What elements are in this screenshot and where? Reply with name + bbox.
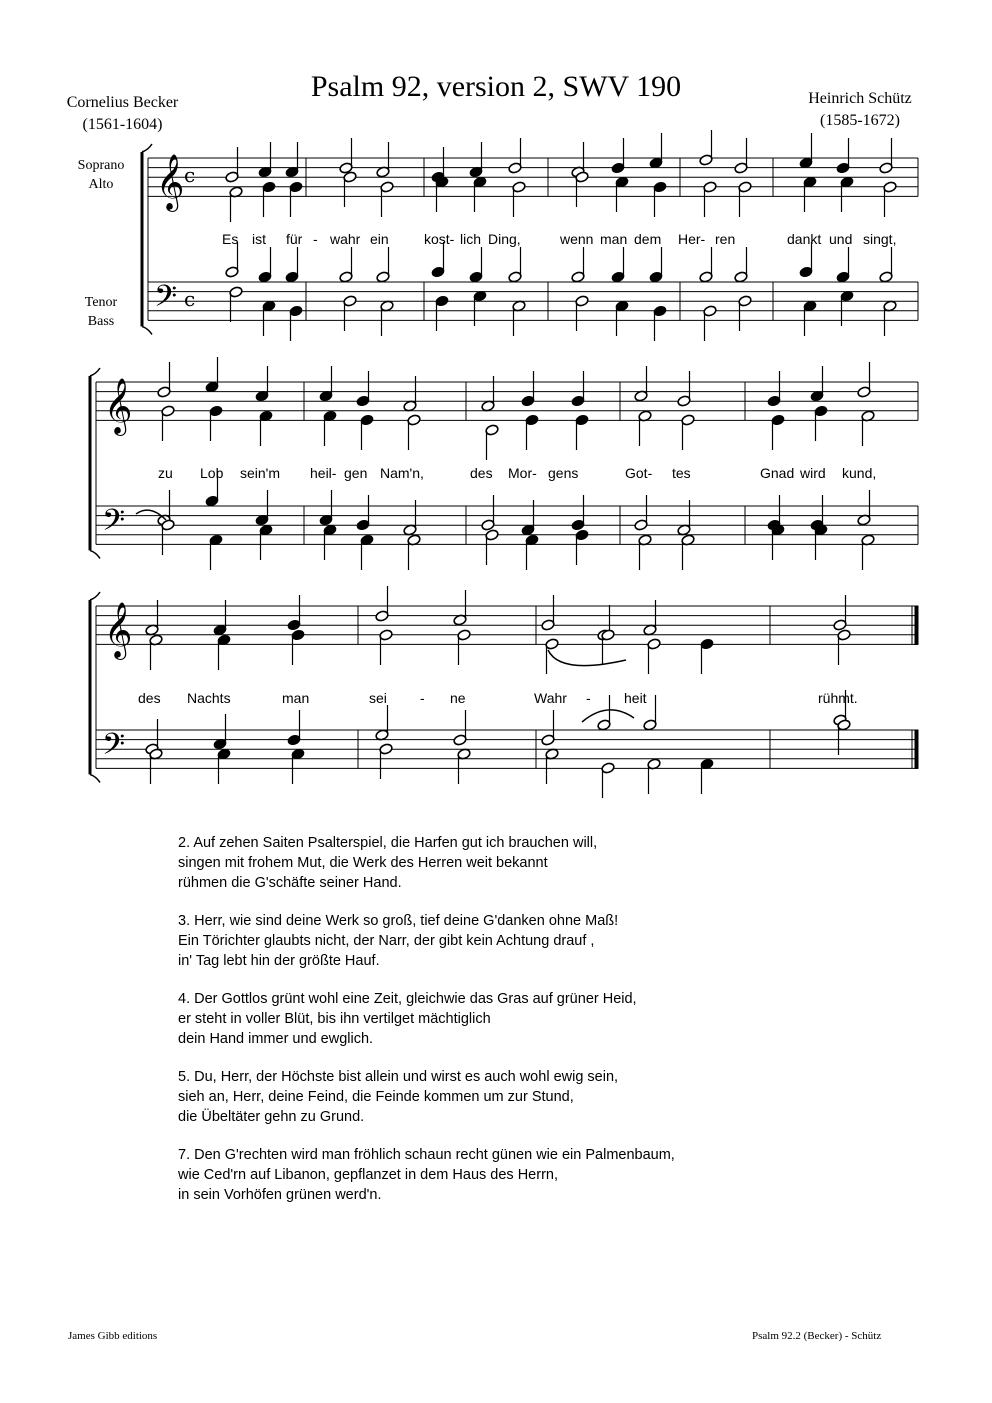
lyric-syllable: kund,	[842, 465, 877, 481]
bracket-hook	[142, 144, 152, 152]
lyric-syllable: ne	[450, 690, 466, 706]
verse-line: er steht in voller Blüt, bis ihn vertilget mächtiglich	[178, 1011, 491, 1027]
part-label-soprano: Soprano	[77, 158, 125, 173]
verse-line: 4. Der Gottlos grünt wohl eine Zeit, gleichwie das Gras auf grüner Heid,	[178, 991, 637, 1007]
lyric-syllable: man	[282, 690, 310, 706]
lyric-syllable: sein'm	[240, 465, 281, 481]
lyric-syllable: ist	[252, 231, 266, 247]
slur-line	[582, 710, 634, 722]
lyric-syllable: des	[470, 465, 493, 481]
final-barline	[915, 606, 918, 644]
lyric-syllable: Got-	[625, 465, 653, 481]
lyric-syllable: wahr	[330, 231, 361, 247]
treble-clef-icon: 𝄞	[156, 154, 185, 210]
verse-2	[178, 833, 898, 893]
verse-line: dein Hand immer und ewglich.	[178, 1031, 374, 1047]
bracket-hook	[90, 550, 100, 558]
lyric-syllable: sei	[369, 690, 387, 706]
verse-line: wie Ced'rn auf Libanon, gepflanzet in dem Haus des Herrn,	[178, 1167, 558, 1183]
verse-line: 5. Du, Herr, der Höchste bist allein und wirst es auch wohl ewig sein,	[178, 1069, 619, 1085]
verse-line: in' Tag lebt hin der größte Hauf.	[178, 953, 380, 969]
part-label-tenor: Tenor	[84, 295, 118, 310]
verse-line: die Übeltäter gehn zu Grund.	[178, 1109, 365, 1125]
lyric-syllable: wenn	[560, 231, 594, 247]
lyric-syllable: heit	[624, 690, 647, 706]
bass-clef-icon: 𝄢	[102, 504, 126, 545]
lyric-syllable: des	[138, 690, 161, 706]
lyric-syllable: Gnad	[760, 465, 795, 481]
bracket-hook	[90, 774, 100, 782]
lyric-syllable: Mor-	[508, 465, 537, 481]
lyric-syllable: zu	[158, 465, 173, 481]
lyric-syllable: gen	[344, 465, 368, 481]
final-barline	[915, 730, 918, 768]
lyric-syllable: ren	[715, 231, 736, 247]
lyric-syllable: Her-	[678, 231, 706, 247]
lyric-syllable: -	[313, 231, 318, 247]
lyric-syllable: dem	[634, 231, 662, 247]
bracket-hook	[90, 368, 100, 376]
verse-4	[178, 989, 898, 1049]
common-time-icon: c	[184, 163, 196, 187]
lyric-syllable: Nam'n,	[380, 465, 424, 481]
lyric-syllable: gens	[548, 465, 579, 481]
lyric-syllable: heil-	[310, 465, 337, 481]
bass-clef-icon: 𝄢	[102, 728, 126, 769]
verse-7	[178, 1145, 898, 1205]
lyric-syllable: kost-	[424, 231, 455, 247]
poet-dates: (1561-1604)	[82, 116, 163, 133]
lyric-syllable: und	[829, 231, 853, 247]
lyric-syllable: dankt	[787, 231, 822, 247]
poet-name: Cornelius Becker	[66, 94, 179, 111]
verse-line: in sein Vorhöfen grünen werd'n.	[178, 1187, 382, 1203]
verse-line: singen mit frohem Mut, die Werk des Herren weit bekannt	[178, 855, 548, 871]
part-label-bass: Bass	[87, 314, 115, 329]
bracket-hook	[142, 326, 152, 334]
lyric-syllable: lich	[460, 231, 482, 247]
verse-line: rühmen die G'schäfte seiner Hand.	[178, 875, 402, 891]
slur-line	[548, 650, 626, 666]
lyric-syllable: ein	[370, 231, 389, 247]
lyric-syllable: singt,	[863, 231, 897, 247]
additional-verses	[178, 833, 898, 1223]
lyric-syllable: -	[586, 690, 591, 706]
lyric-syllable: Wahr	[534, 690, 567, 706]
part-label-alto: Alto	[88, 177, 114, 192]
lyric-syllable: für	[286, 231, 303, 247]
verse-line: 7. Den G'rechten wird man fröhlich schaun recht günen wie ein Palmenbaum,	[178, 1147, 675, 1163]
verse-line: 3. Herr, wie sind deine Werk so groß, tief deine G'danken ohne Maß!	[178, 913, 619, 929]
lyric-syllable: man	[600, 231, 628, 247]
piece-footer: Psalm 92.2 (Becker) - Schütz	[752, 1330, 882, 1342]
lyric-syllable: Ding,	[488, 231, 521, 247]
common-time-icon: c	[184, 287, 196, 311]
lyric-syllable: Lob	[200, 465, 224, 481]
verse-line: Ein Törichter glaubts nicht, der Narr, der gibt kein Achtung drauf ,	[178, 933, 595, 949]
verse-line: 2. Auf zehen Saiten Psalterspiel, die Harfen gut ich brauchen will,	[178, 835, 598, 851]
lyric-syllable: wird	[800, 465, 826, 481]
composer-name: Heinrich Schütz	[808, 90, 912, 107]
bass-clef-icon: 𝄢	[154, 280, 178, 321]
verse-3	[178, 911, 898, 971]
composer-dates: (1585-1672)	[820, 112, 900, 129]
treble-clef-icon: 𝄞	[104, 602, 133, 658]
page-title: Psalm 92, version 2, SWV 190	[310, 70, 682, 103]
verse-5	[178, 1067, 898, 1127]
treble-clef-icon: 𝄞	[104, 378, 133, 434]
verse-line: sieh an, Herr, deine Feind, die Feinde kommen um zur Stund,	[178, 1089, 574, 1105]
lyric-syllable: Es	[222, 231, 239, 247]
publisher-footer: James Gibb editions	[68, 1330, 158, 1342]
lyric-syllable: Nachts	[187, 690, 231, 706]
lyric-syllable: rühmt.	[818, 690, 858, 706]
bracket-hook	[90, 592, 100, 600]
lyric-syllable: tes	[672, 465, 691, 481]
lyric-syllable: -	[420, 690, 425, 706]
